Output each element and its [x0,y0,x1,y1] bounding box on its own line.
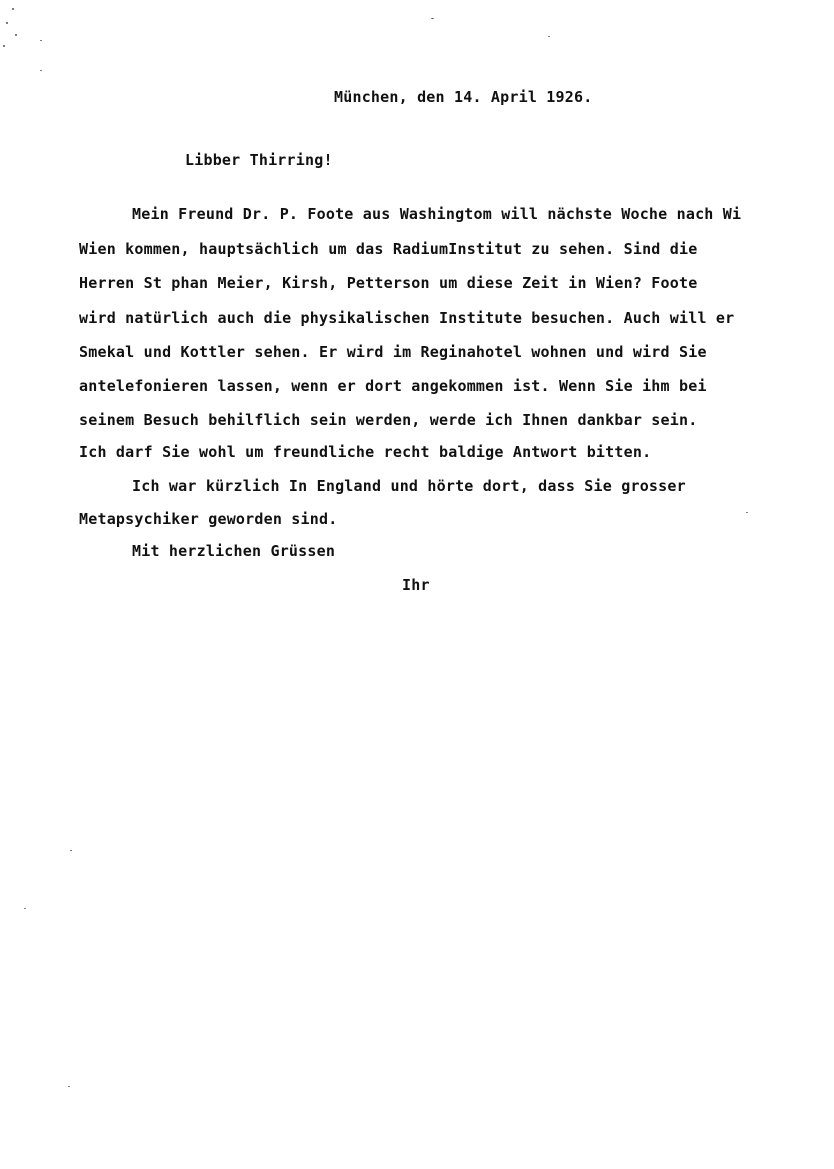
scan-speck [431,18,434,19]
scan-speck [548,36,550,37]
body-line-6: antelefonieren lassen, wenn er dort angekommen ist. Wenn Sie ihm bei [79,377,707,395]
body-line-1: Mein Freund Dr. P. Foote aus Washingtom will nächste Woche nach Wi [132,205,742,223]
body-line-2: Wien kommen, hauptsächlich um das RadiumInstitut zu sehen. Sind die [79,240,698,258]
body-line-10: Metapsychiker geworden sind. [79,510,338,528]
scan-speck [70,850,72,851]
scan-speck [40,70,42,71]
scan-speck [68,1086,70,1087]
scan-speck [15,34,17,36]
scan-speck [40,40,42,41]
scan-speck [24,908,26,909]
body-line-3: Herren St phan Meier, Kirsh, Petterson um diese Zeit in Wien? Foote [79,274,698,292]
salutation: Libber Thirring! [185,151,333,169]
body-line-8: Ich darf Sie wohl um freundliche recht baldige Antwort bitten. [79,443,652,461]
date-line: München, den 14. April 1926. [334,88,593,106]
signature-word: Ihr [402,576,430,594]
closing: Mit herzlichen Grüssen [132,542,336,560]
scan-speck [6,22,8,24]
body-line-5: Smekal und Kottler sehen. Er wird im Reginahotel wohnen und wird Sie [79,343,707,361]
scan-speck [12,8,14,10]
scan-speck [3,45,5,47]
body-line-4: wird natürlich auch die physikalischen Institute besuchen. Auch will er [79,309,735,327]
body-line-9: Ich war kürzlich In England und hörte dort, dass Sie grosser [132,477,686,495]
scan-speck [746,512,748,513]
body-line-7: seinem Besuch behilflich sein werden, werde ich Ihnen dankbar sein. [79,411,698,429]
